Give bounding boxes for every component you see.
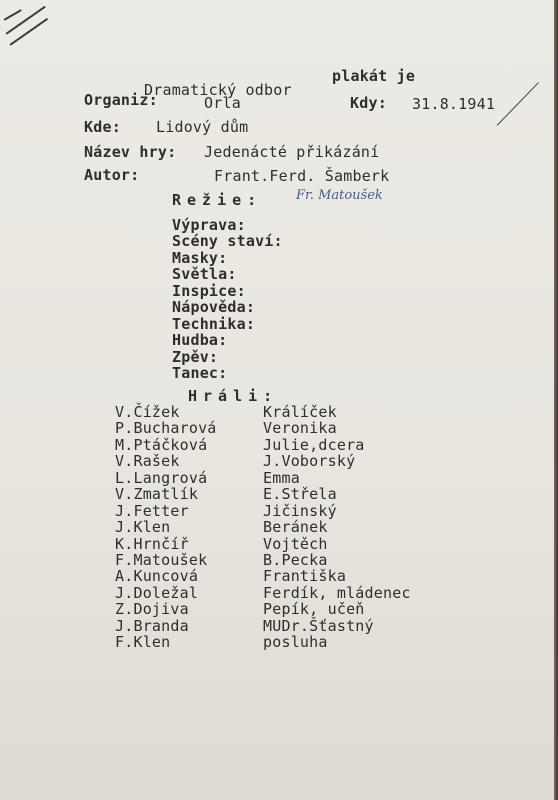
crew-label-zpev: Zpěv: [172,348,219,366]
kde-label: Kde: [84,118,121,136]
nazev-label: Název hry: [84,143,177,161]
autor-label: Autor: [84,166,140,184]
organiz-value-line2: Orla [204,94,241,112]
kde-value: Lidový dům [156,118,249,136]
cast-actor: Z.Dojiva [115,600,189,618]
crew-label-svetla: Světla: [172,265,237,283]
cast-actor: F.Matoušek [115,551,208,569]
cast-role: Jičinský [263,502,337,520]
plakat-note: plakát je [332,67,416,85]
cast-role: Františka [263,567,347,585]
cast-actor: L.Langrová [115,469,208,487]
cast-actor: F.Klen [115,633,171,651]
date-slash-mark [497,82,539,126]
page-edge-shadow [554,0,558,800]
cast-heading: Hráli: [188,387,279,405]
cast-role: Beránek [263,518,328,536]
rezie-handwritten-value: Fr. Matoušek [296,188,383,203]
cast-actor: P.Bucharová [115,419,217,437]
cast-role: Králíček [263,403,337,421]
crew-label-hudba: Hudba: [172,331,228,349]
crew-label-inspice: Inspice: [172,282,246,300]
cast-role: Ferdík, mládenec [263,584,411,602]
crew-label-masky: Masky: [172,249,228,267]
organiz-label: Organiz: [84,91,158,109]
cast-actor: M.Ptáčková [115,436,208,454]
cast-role: B.Pecka [263,551,328,569]
nazev-value: Jedenácté přikázání [204,143,380,161]
corner-slash-mark-2 [9,18,48,46]
crew-label-tanec: Tanec: [172,364,228,382]
cast-actor: J.Doležal [115,584,199,602]
crew-label-sceny: Scény staví: [172,232,283,250]
cast-role: Vojtěch [263,535,328,553]
cast-role: Julie,dcera [263,436,365,454]
cast-actor: J.Fetter [115,502,189,520]
cast-actor: V.Čížek [115,403,180,421]
kdy-value: 31.8.1941 [412,95,496,113]
cast-role: Veronika [263,419,337,437]
corner-slash-mark-1 [5,6,45,35]
cast-role: Pepík, učeň [263,600,365,618]
cast-role: posluha [263,633,328,651]
cast-role: E.Střela [263,485,337,503]
cast-actor: K.Hrnčíř [115,535,189,553]
crew-label-vyprava: Výprava: [172,216,246,234]
crew-label-technika: Technika: [172,315,256,333]
cast-actor: A.Kuncová [115,567,199,585]
cast-actor: V.Zmatlík [115,485,199,503]
crew-label-napoveda: Nápověda: [172,298,256,316]
cast-role: Emma [263,469,300,487]
cast-role: MUDr.Šťastný [263,617,374,635]
corner-slash-mark-3 [4,9,22,21]
cast-actor: J.Klen [115,518,171,536]
autor-value: Frant.Ferd. Šamberk [214,167,390,185]
cast-actor: V.Rašek [115,452,180,470]
cast-role: J.Voborský [263,452,356,470]
organiz-value-line1: Dramatický odbor [144,81,292,99]
cast-actor: J.Branda [115,617,189,635]
kdy-label: Kdy: [350,94,387,112]
rezie-label: Režie: [172,191,263,209]
